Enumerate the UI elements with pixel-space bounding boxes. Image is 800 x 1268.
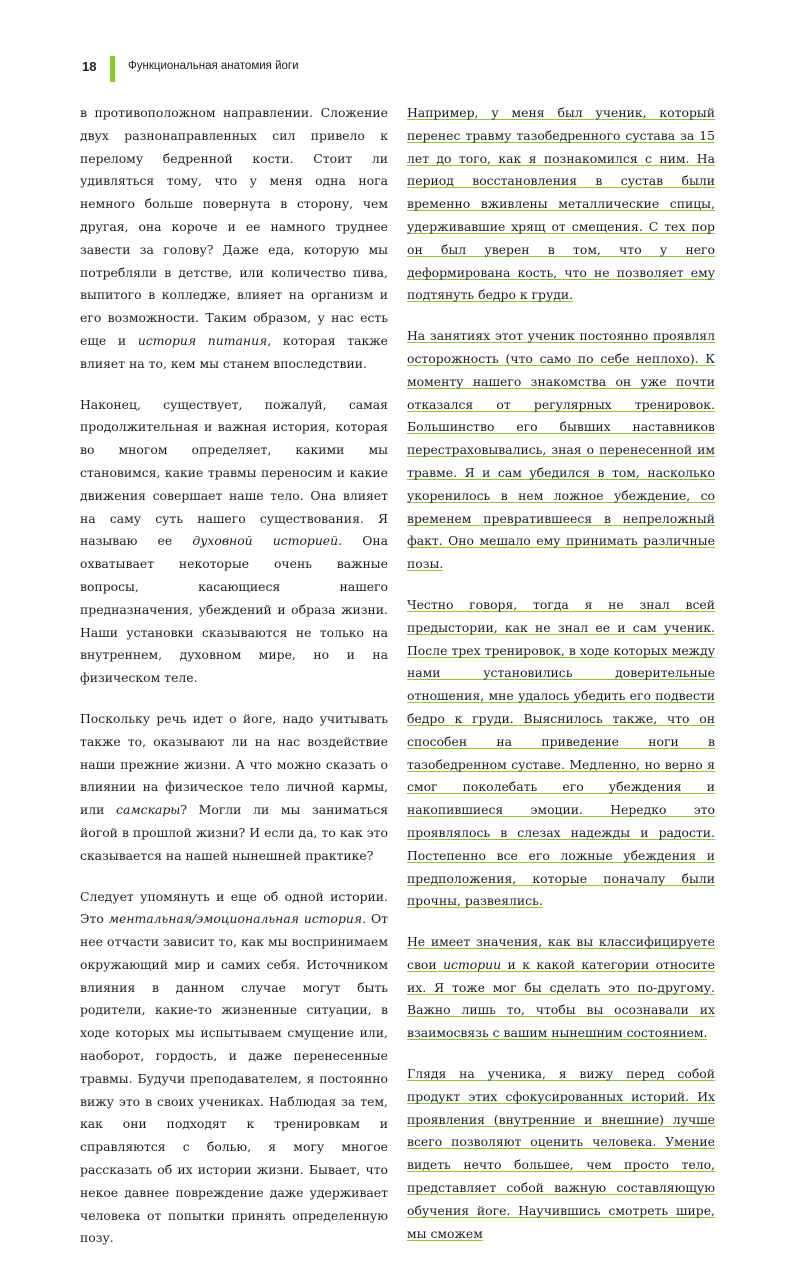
left-column: [80, 102, 388, 1268]
running-title: Функциональная анатомия йоги: [128, 60, 299, 72]
paragraph: [407, 594, 715, 913]
text: Не имеет значения, как вы классифицируете свои: [407, 934, 715, 972]
text: Поскольку речь идет о йоге, надо учитывать также то, оказывают ли на нас воздействие наши прежние жизни. А что можно сказать о влиянии на физическое тело личной кармы, или: [80, 710, 388, 818]
text: Наконец, существует, пожалуй, самая продолжительная и важная история, которая во многом определяет, какими мы становимся, какие травмы переносим и какие движения совершает наше тело. Она влияет на саму суть нашего существования. Я называю ее: [80, 396, 388, 549]
right-column: [407, 102, 715, 1263]
italic-text: истории: [443, 956, 502, 972]
text: в противоположном направлении. Сложение двух разнонаправленных сил привело к перелому бедренной кости. Стоит ли удивляться тому, что у меня одна нога немного больше повернута в сторону, чем другая, она короче и ее намного труднее завести за голову? Даже еда, которую мы потребляли в детстве, или количество пива, выпитого в колледже, влияет на организм и его возможности. Таким образом, у нас есть еще и: [80, 105, 388, 348]
text: , которая также влияет на то, кем мы станем впоследствии.: [80, 332, 388, 371]
page-header: [60, 56, 720, 84]
paragraph: [80, 886, 388, 1251]
paragraph: [407, 325, 715, 576]
paragraph: [80, 102, 388, 376]
italic-text: самскары: [116, 802, 181, 818]
text: Например, у меня был ученик, который перенес травму тазобедренного сустава за 15 лет до того, как я познакомился с ним. На период восстановления в сустав были временно вживлены металлические спицы, удерживавшие хрящ от смещения. С тех пор он был уверен в том, что у него деформирована кость, что не позволяет ему подтянуть бедро к груди.: [407, 105, 715, 303]
paragraph: [407, 1063, 715, 1245]
text: Глядя на ученика, я вижу перед собой продукт этих сфокусированных историй. Их проявления (внутренние и внешние) лучше всего позволяют оценить человека. Умение видеть нечто большее, чем просто тело, представляет собой важную составляющую обучения йоге. Научившись смотреть шире, мы сможем: [407, 1066, 715, 1241]
paragraph: [407, 102, 715, 307]
accent-bar: [110, 56, 115, 82]
italic-text: ментальная/эмоциональная история: [108, 911, 363, 927]
page-number: 18: [82, 59, 97, 74]
text: и к какой категории относите их. Я тоже мог бы сделать это по-другому. Важно лишь то, чтобы вы осознавали их взаимосвязь с вашим нынешним состоянием.: [407, 956, 715, 1041]
paragraph: [80, 708, 388, 868]
paragraph: [407, 931, 715, 1045]
text: ? Могли ли мы заниматься йогой в прошлой жизни? И если да, то как это сказывается на нашей нынешней практике?: [80, 802, 389, 863]
text: . От нее отчасти зависит то, как мы воспринимаем окружающий мир и самих себя. Источником влияния в данном случае могут быть родители, какие-то жизненные ситуации, в ходе которых мы испытываем смущение или, наоборот, гордость, и даже перенесенные травмы. Будучи преподавателем, я постоянно вижу это в своих учениках. Наблюдая за тем, как они подходят к тренировкам и справляются с болью, я могу многое рассказать об их истории жизни. Бывает, что некое давнее повреждение даже удерживает человека от попытки принять определенную позу.: [80, 911, 389, 1246]
italic-text: духовной историей: [192, 533, 339, 549]
paragraph: [80, 394, 388, 690]
text: На занятиях этот ученик постоянно проявлял осторожность (что само по себе неплохо). К моменту нашего знакомства он уже почти отказался от регулярных тренировок. Большинство его бывших наставников перестраховывались, зная о перенесенной им травме. Я и сам убедился в том, насколько укоренилось в нем ложное убеждение, со временем превратившееся в непреложный факт. Оно мешало ему принимать различные позы.: [407, 328, 715, 572]
text: Следует упомянуть и еще об одной истории. Это: [80, 888, 388, 927]
text: Честно говоря, тогда я не знал всей предыстории, как не знал ее и сам ученик. После трех тренировок, в ходе которых между нами установились доверительные отношения, мне удалось убедить его подвести бедро к груди. Выяснилось также, что он способен на приведение ноги в тазобедренном суставе. Медленно, но верно я смог поколебать его убеждения и накопившиеся эмоции. Нередко это проявлялось в слезах надежды и радости. Постепенно все его ложные убеждения и предположения, которые поначалу были прочны, развеялись.: [407, 596, 715, 909]
text: . Она охватывает некоторые очень важные вопросы, касающиеся нашего предназначения, убеждений и образа жизни. Наши установки сказываются не только на внутреннем, духовном мире, но и на физическом теле.: [80, 533, 388, 686]
italic-text: история питания: [137, 332, 268, 348]
